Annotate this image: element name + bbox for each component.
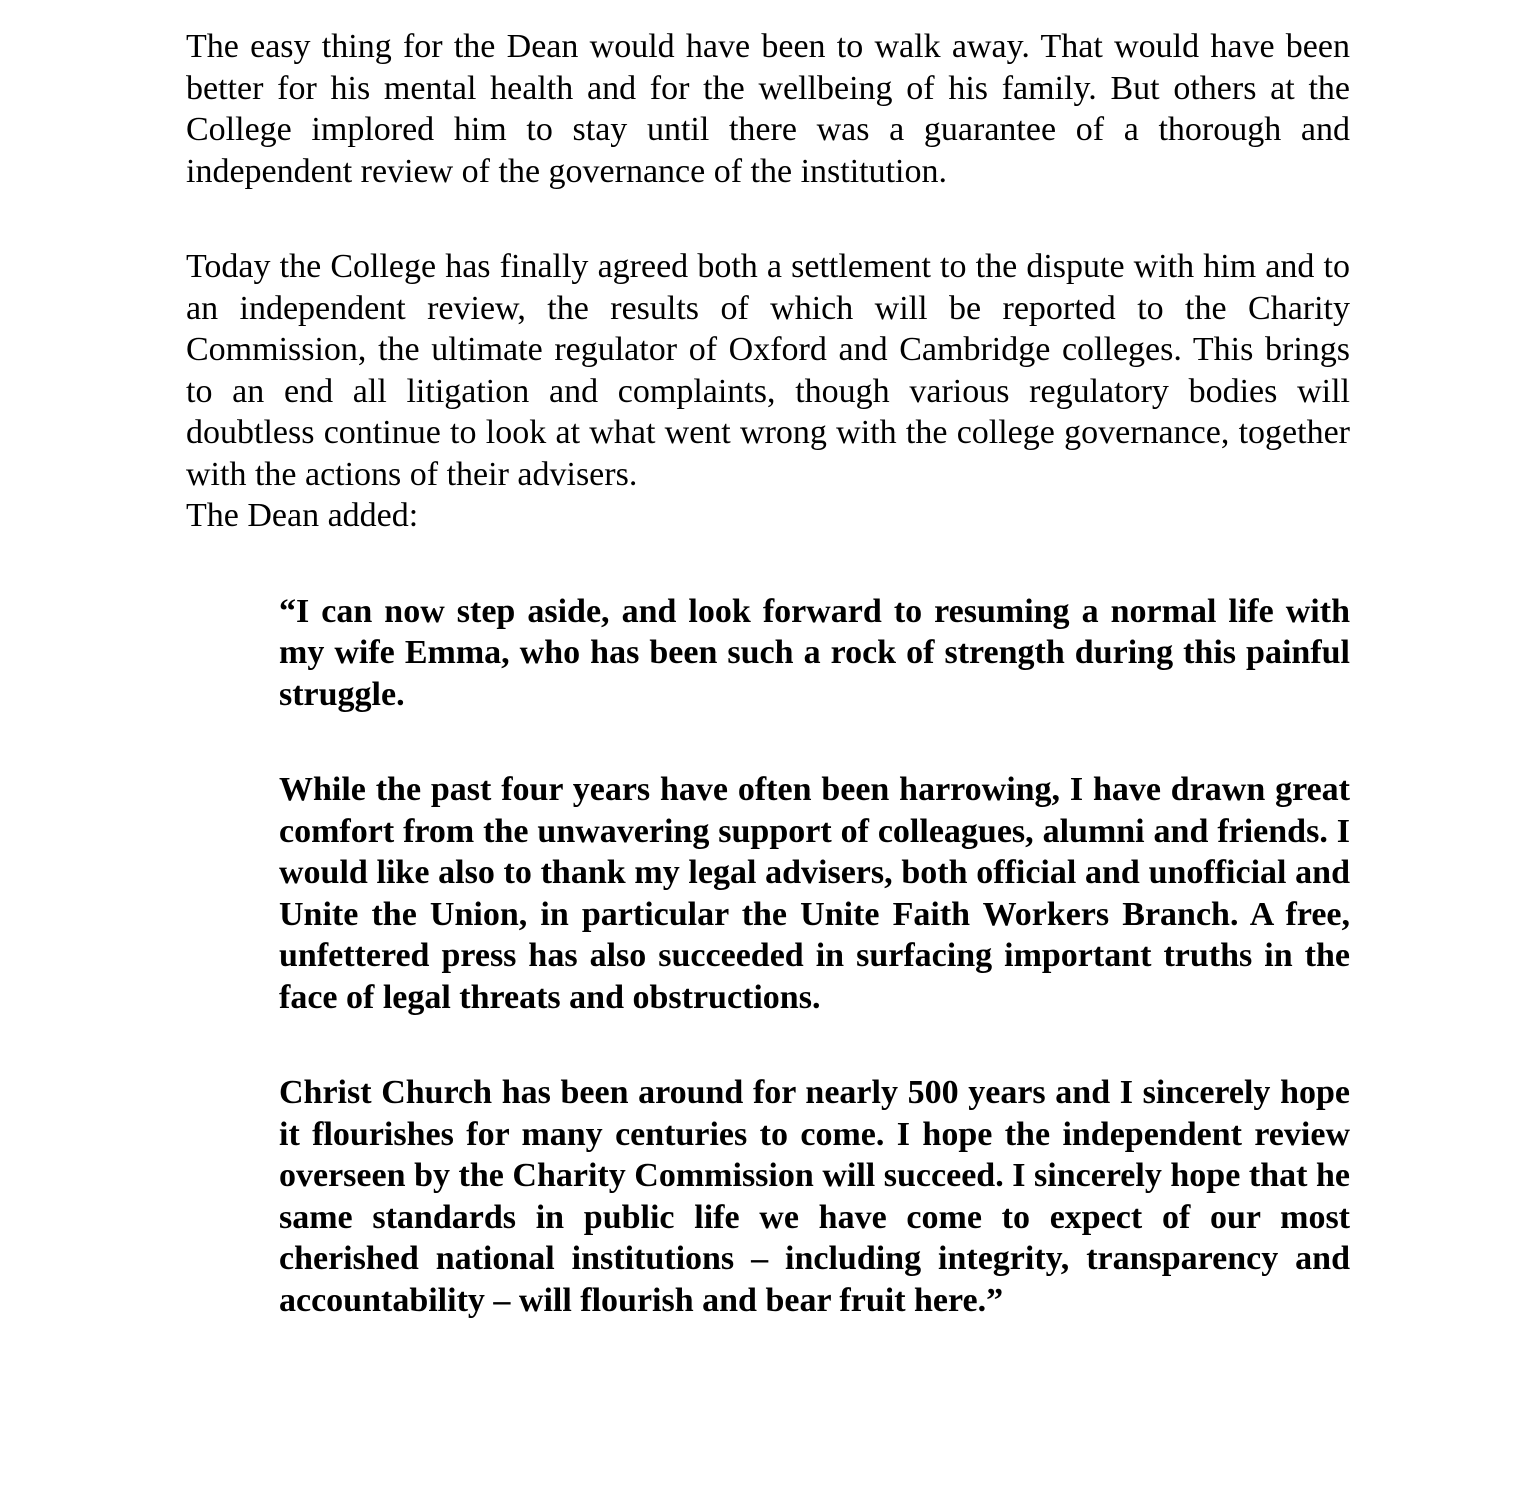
paragraph-settlement: Today the College has finally agreed both a settlement to the dispute with him and to an independent review, the results of which will be reported to the Charity Commission, the ultimate regulator of Oxford and Cambridge colleges. This brings to an end all litigation and complaints, though various regulatory bodies will doubtless continue to look at what went wrong with the college governance, together with the actions of their advisers. — [186, 248, 1350, 493]
quote-paragraph-step-aside: “I can now step aside, and look forward to resuming a normal life with my wife Emma, who has been such a rock of strength during this painful struggle. — [279, 592, 1350, 713]
paragraph-dean-added: The Dean added: — [186, 497, 419, 534]
quote-paragraph-support: While the past four years have often been harrowing, I have drawn great comfort from the unwavering support of colleagues, alumni and friends. I would like also to thank my legal advisers, both official and unofficial and Unite the Union, in particular the Unite Faith Workers Branch. A free, unfettered press has also succeeded in surfacing important truths in the face of legal threats and obstructions. — [279, 771, 1350, 1016]
quote-paragraph-christ-church: Christ Church has been around for nearly 500 years and I sincerely hope it flourishes for many centuries to come. I hope the independent review overseen by the Charity Commission will succeed. I sincerely hope that he same standards in public life we have come to expect of our most cherished national institutions – including integrity, transparency and accountability – will flourish and bear fruit here.” — [279, 1074, 1350, 1319]
paragraph-walk-away: The easy thing for the Dean would have been to walk away. That would have been better for his mental health and for the wellbeing of his family. But others at the College implored him to stay until there was a guarantee of a thorough and independent review of the governance of the institution. — [186, 28, 1350, 190]
dean-quote — [279, 591, 1350, 1322]
document-body — [186, 26, 1350, 1375]
